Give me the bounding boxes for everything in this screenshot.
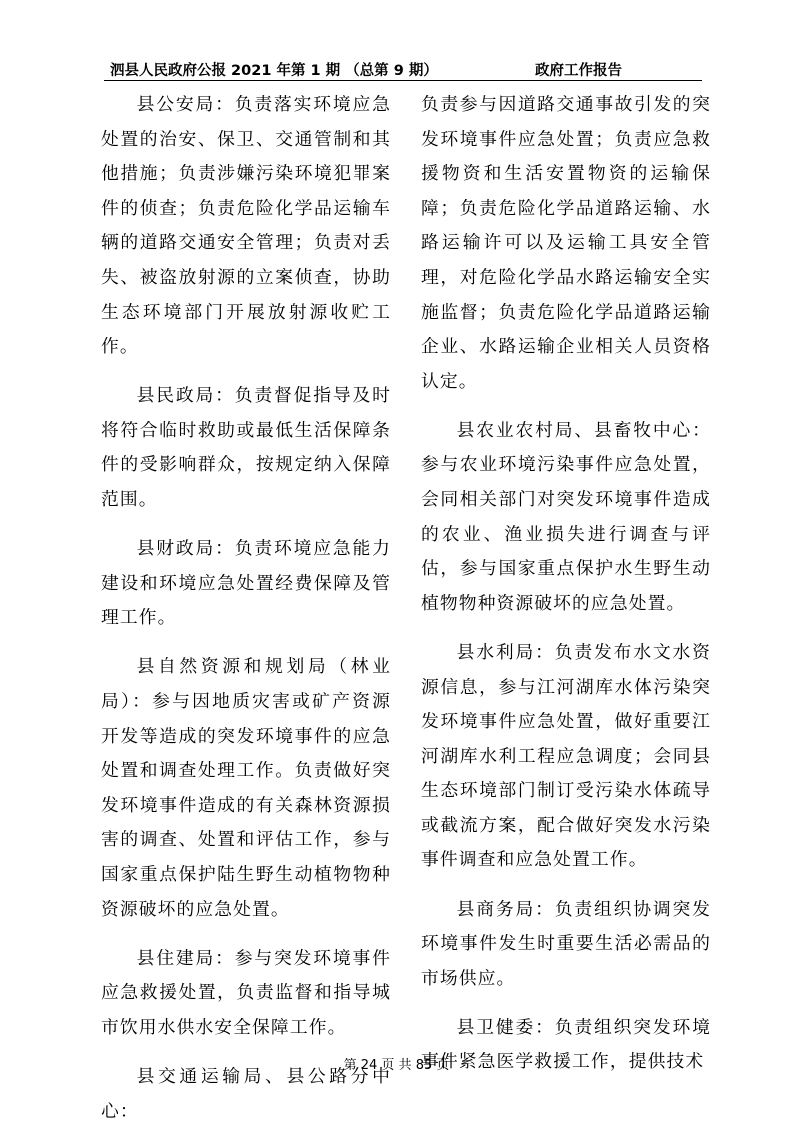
paragraph-public-security: 县公安局：负责落实环境应急处置的治安、保卫、交通管制和其他措施；负责涉嫌污染环境犯罪案件的侦查；负责危险化学品运输车辆的道路交通安全管理；负责对丢失、被盗放射源的立案侦查，协助生态环境部门开展放射源收贮工作。 <box>101 94 391 358</box>
page-number: 第 24 页 共 85 页 <box>343 1058 450 1073</box>
right-column <box>421 88 711 1095</box>
paragraph-transport-start: 县交通运输局、县公路分中心： <box>101 1065 391 1122</box>
left-column <box>101 88 391 1144</box>
paragraph-agriculture: 县农业农村局、县畜牧中心：参与农业环境污染事件应急处置，会同相关部门对突发环境事件造成的农业、渔业损失进行调查与评估，参与国家重点保护水生野生动植物物种资源破坏的应急处置。 <box>421 419 711 614</box>
paragraph-health: 县卫健委：负责组织突发环境事件紧急医学救援工作，提供技术 <box>421 1016 711 1073</box>
section-title: 政府工作报告 <box>535 63 622 79</box>
bulletin-title: 泗县人民政府公报 2021 年第 1 期 （总第 9 期） <box>110 63 438 79</box>
page-header <box>104 58 702 81</box>
paragraph-civil-affairs: 县民政局：负责督促指导及时将符合临时救助或最低生活保障条件的受影响群众，按规定纳入保障范围。 <box>101 385 391 511</box>
paragraph-commerce: 县商务局：负责组织协调突发环境事件发生时重要生活必需品的市场供应。 <box>421 898 711 989</box>
paragraph-housing: 县住建局：参与突发环境事件应急救援处置，负责监督和指导城市饮用水供水安全保障工作。 <box>101 947 391 1038</box>
paragraph-transport-cont: 负责参与因道路交通事故引发的突发环境事件应急处置；负责应急救援物资和生活安置物资的运输保障；负责危险化学品道路运输、水路运输许可以及运输工具安全管理，对危险化学品水路运输安全实施监督；负责危险化学品道路运输企业、水路运输企业相关人员资格认定。 <box>421 94 711 392</box>
paragraph-natural-resources: 县自然资源和规划局（林业局）：参与因地质灾害或矿产资源开发等造成的突发环境事件的应急处置和调查处理工作。负责做好突发环境事件造成的有关森林资源损害的调查、处置和评估工作，参与国家重点保护陆生野生动植物物种资源破坏的应急处置。 <box>101 656 391 920</box>
paragraph-finance: 县财政局：负责环境应急能力建设和环境应急处置经费保障及管理工作。 <box>101 538 391 629</box>
paragraph-water: 县水利局：负责发布水文水资源信息，参与江河湖库水体污染突发环境事件应急处置，做好重要江河湖库水利工程应急调度；会同县生态环境部门制订受污染水体疏导或截流方案，配合做好突发水污染事件调查和应急处置工作。 <box>421 641 711 871</box>
